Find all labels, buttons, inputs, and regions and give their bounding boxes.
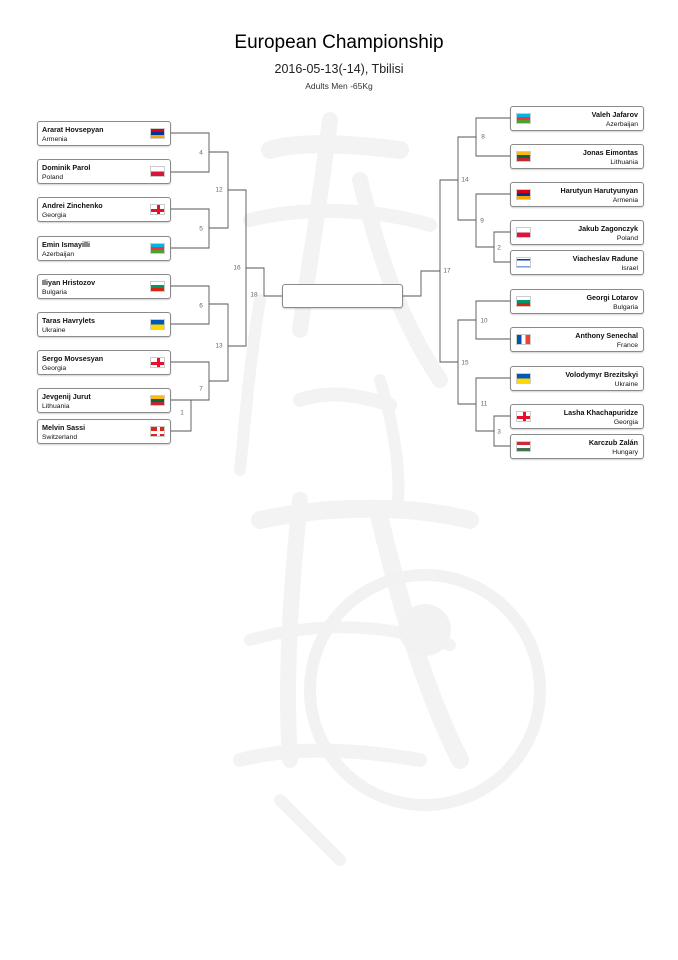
competitor-country: Lithuania [42, 403, 70, 410]
competitor-name: Viacheslav Radune [572, 254, 638, 263]
competitor-name: Iliyan Hristozov [42, 278, 96, 287]
match-number: 9 [480, 217, 484, 225]
flag-israel-icon [516, 257, 531, 268]
competitor-country: Israel [621, 265, 638, 272]
competitor-country: Ukraine [42, 327, 66, 334]
competitor-country: France [616, 342, 638, 349]
match-number: 14 [461, 176, 469, 184]
competitor-country: Armenia [42, 136, 68, 143]
competitor-name: Volodymyr Brezitskyi [565, 370, 638, 379]
flag-lithuania-icon [150, 395, 165, 406]
competitor-card[interactable] [37, 312, 171, 337]
competitor-name: Karczub Zalán [588, 438, 638, 447]
competitor-country: Azerbaijan [42, 251, 75, 258]
match-number: 10 [480, 317, 488, 325]
competitor-country: Bulgaria [613, 304, 638, 311]
competitor-card[interactable] [510, 220, 644, 245]
match-number: 8 [481, 133, 485, 141]
flag-bulgaria-icon [150, 281, 165, 292]
match-number: 1 [180, 409, 184, 417]
competitor-name: Sergo Movsesyan [42, 354, 104, 363]
competitor-card[interactable] [37, 121, 171, 146]
final-match-box[interactable] [282, 284, 403, 308]
flag-switzerland-icon [150, 426, 165, 437]
competitor-name: Lasha Khachapuridze [563, 408, 638, 417]
competitor-card[interactable] [37, 388, 171, 413]
flag-georgia-icon [516, 411, 531, 422]
flag-hungary-icon [516, 441, 531, 452]
competitor-country: Azerbaijan [605, 121, 638, 128]
match-number: 18 [250, 291, 258, 299]
bracket-connector [171, 362, 209, 400]
competitor-country: Georgia [613, 419, 638, 426]
flag-armenia-icon [516, 189, 531, 200]
competitor-card[interactable] [510, 289, 644, 314]
competitor-country: Hungary [612, 449, 638, 456]
competitor-name: Valeh Jafarov [591, 110, 638, 119]
event-date-location: 2016-05-13(-14), Tbilisi [274, 62, 404, 76]
match-number: 17 [443, 267, 451, 275]
flag-poland-icon [516, 227, 531, 238]
competitor-name: Andrei Zinchenko [42, 201, 103, 210]
competitor-card[interactable] [510, 327, 644, 352]
competitor-card[interactable] [37, 236, 171, 261]
match-number: 5 [199, 225, 203, 233]
page-title: European Championship [234, 32, 444, 53]
match-number: 12 [215, 186, 223, 194]
match-number: 2 [497, 244, 501, 252]
competitor-card[interactable] [37, 159, 171, 184]
flag-georgia-icon [150, 357, 165, 368]
competitor-name: Jakub Zagonczyk [578, 224, 638, 233]
competitor-name: Emin Ismayilli [42, 240, 90, 249]
competitor-name: Dominik Parol [42, 163, 91, 172]
match-number: 6 [199, 302, 203, 310]
competitor-country: Georgia [42, 365, 67, 372]
flag-azerbaijan-icon [150, 243, 165, 254]
competitor-card[interactable] [37, 274, 171, 299]
flag-azerbaijan-icon [516, 113, 531, 124]
competitor-country: Poland [616, 235, 638, 242]
competitor-country: Poland [42, 174, 64, 181]
flag-ukraine-icon [516, 373, 531, 384]
competitor-card[interactable] [510, 404, 644, 429]
competitor-card[interactable] [37, 350, 171, 375]
competitor-card[interactable] [510, 366, 644, 391]
match-number: 3 [497, 428, 501, 436]
flag-france-icon [516, 334, 531, 345]
bracket-connector [171, 209, 209, 248]
competitor-country: Georgia [42, 212, 67, 219]
match-number: 15 [461, 359, 469, 367]
competitor-card[interactable] [37, 419, 171, 444]
flag-bulgaria-icon [516, 296, 531, 307]
competitor-country: Armenia [612, 197, 638, 204]
bracket-connector [403, 271, 440, 296]
weight-category: Adults Men -65Kg [305, 81, 373, 91]
flag-lithuania-icon [516, 151, 531, 162]
flag-poland-icon [150, 166, 165, 177]
competitor-name: Melvin Sassi [42, 423, 86, 432]
competitor-card[interactable] [510, 434, 644, 459]
flag-ukraine-icon [150, 319, 165, 330]
competitor-card[interactable] [37, 197, 171, 222]
competitor-name: Ararat Hovsepyan [42, 125, 104, 134]
competitor-name: Georgi Lotarov [586, 293, 638, 302]
match-number: 16 [233, 264, 241, 272]
competitor-card[interactable] [510, 106, 644, 131]
competitor-card[interactable] [510, 250, 644, 275]
flag-georgia-icon [150, 204, 165, 215]
flag-armenia-icon [150, 128, 165, 139]
match-number: 4 [199, 149, 203, 157]
match-number: 11 [480, 400, 488, 408]
competitor-country: Bulgaria [42, 289, 67, 296]
competitor-name: Anthony Senechal [575, 331, 638, 340]
match-number: 13 [215, 342, 223, 350]
competitor-name: Harutyun Harutyunyan [560, 186, 638, 195]
match-number: 7 [199, 385, 203, 393]
bracket-connector [171, 133, 209, 172]
competitor-country: Lithuania [610, 159, 638, 166]
competitor-country: Ukraine [614, 381, 638, 388]
bracket-connector [171, 286, 209, 324]
competitor-name: Jevgenij Jurut [42, 392, 91, 401]
competitor-country: Switzerland [42, 434, 78, 441]
competitor-card[interactable] [510, 182, 644, 207]
competitor-card[interactable] [510, 144, 644, 169]
competitor-name: Jonas Eimontas [582, 148, 638, 157]
competitor-name: Taras Havrylets [42, 316, 96, 325]
